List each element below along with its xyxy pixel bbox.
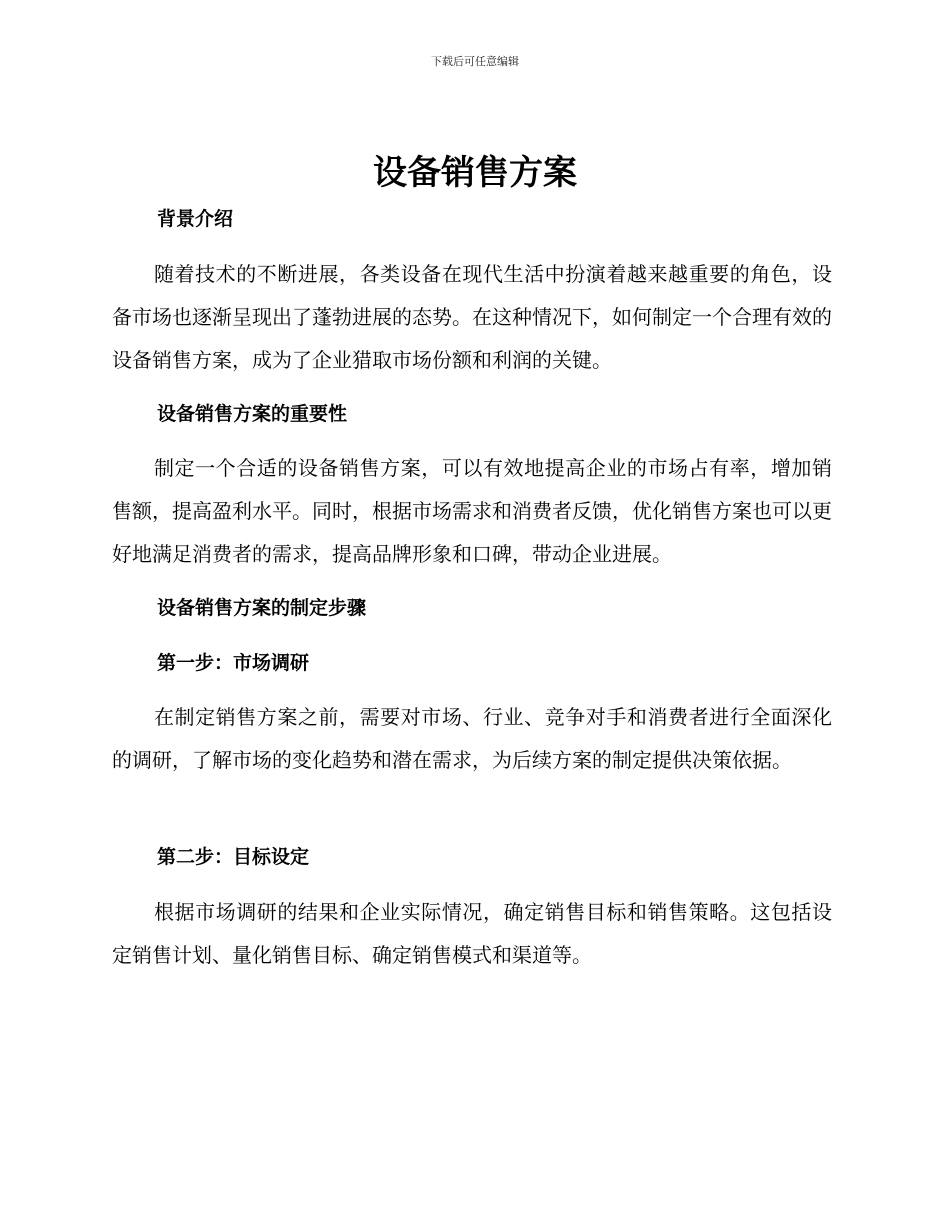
document-title: 设备销售方案 xyxy=(373,153,577,193)
section-heading-steps: 设备销售方案的制定步骤 xyxy=(157,597,367,619)
section-body-background: 随着技术的不断进展，各类设备在现代生活中扮演着越来越重要的角色，设备市场也逐渐呈现出了蓬勃进展的态势。在这种情况下，如何制定一个合理有效的设备销售方案，成为了企业猎取市场份额和利润的关键。 xyxy=(112,262,832,372)
section-heading-step-two: 第二步：目标设定 xyxy=(157,846,310,868)
section-body-step-two: 根据市场调研的结果和企业实际情况，确定销售目标和销售策略。这包括设定销售计划、量化销售目标、确定销售模式和渠道等。 xyxy=(112,900,832,967)
document-body xyxy=(112,0,832,1230)
section-body-step-one: 在制定销售方案之前，需要对市场、行业、竞争对手和消费者进行全面深化的调研，了解市场的变化趋势和潜在需求，为后续方案的制定提供决策依据。 xyxy=(112,705,832,772)
section-heading-step-one: 第一步：市场调研 xyxy=(157,652,310,674)
section-heading-background: 背景介绍 xyxy=(157,208,234,230)
section-body-importance: 制定一个合适的设备销售方案，可以有效地提高企业的市场占有率，增加销售额，提高盈利水平。同时，根据市场需求和消费者反馈，优化销售方案也可以更好地满足消费者的需求，提高品牌形象和口碑，带动企业进展。 xyxy=(112,456,832,566)
section-heading-importance: 设备销售方案的重要性 xyxy=(157,403,348,425)
header-note: 下载后可任意编辑 xyxy=(431,55,519,68)
